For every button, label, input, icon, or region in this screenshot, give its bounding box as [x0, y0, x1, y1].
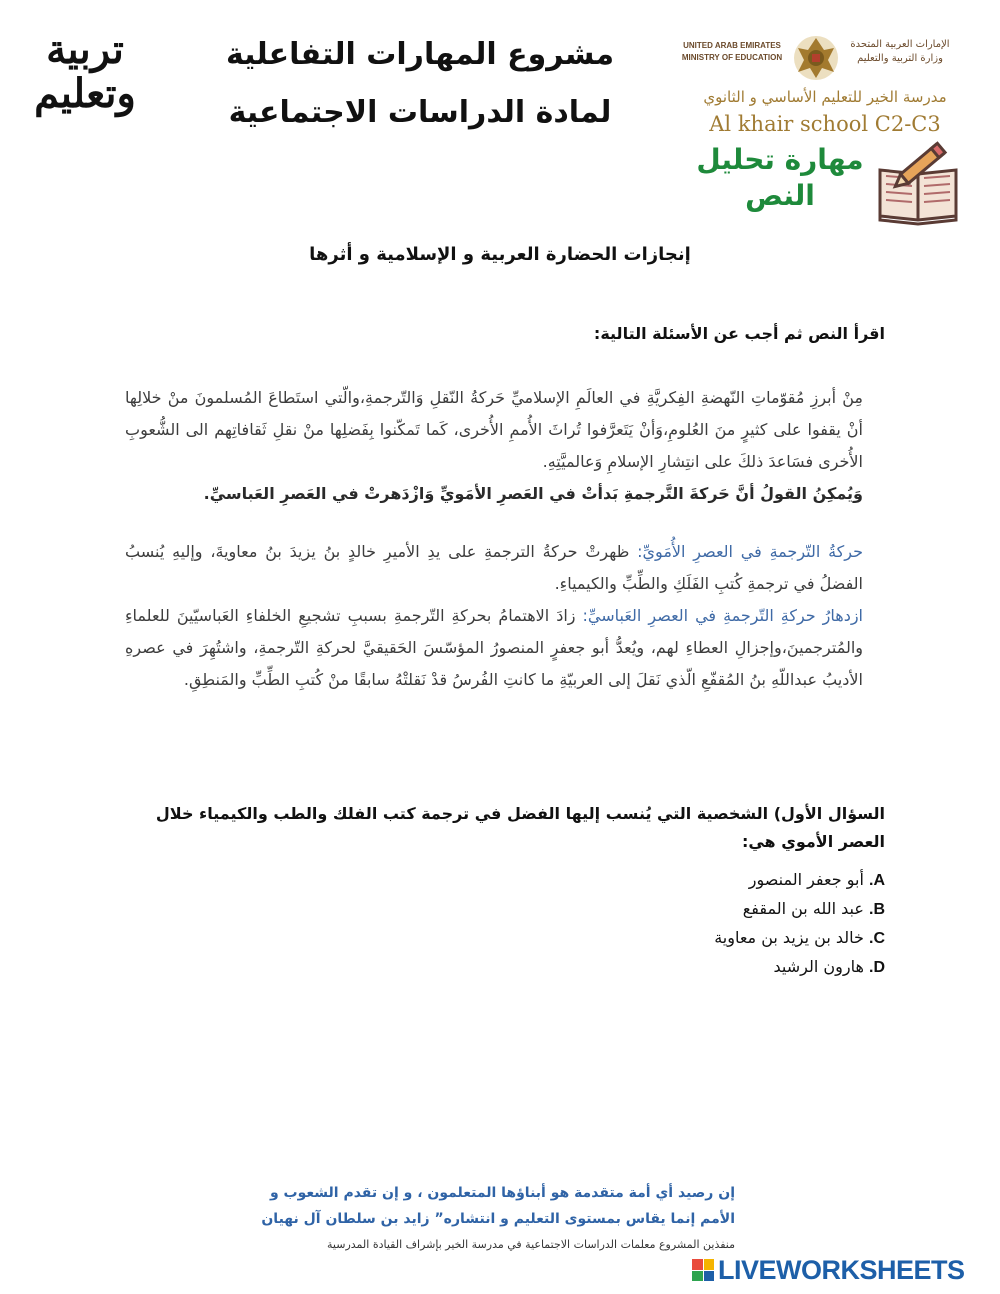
option-b[interactable] [560, 895, 885, 924]
question-1-text: السؤال الأول) الشخصية التي يُنسب إليها الفضل في ترجمة كتب الفلك والطب والكيمياء خلال العصر الأموي هي: [155, 804, 885, 851]
reading-passage [125, 382, 863, 696]
option-label: أبو جعفر المنصور [748, 870, 864, 889]
book-pencil-icon [872, 140, 964, 226]
skill-title-line1: مهارة تحليل [696, 143, 864, 176]
project-title-line2: لمادة الدراسات الاجتماعية [228, 95, 612, 130]
instruction-text: اقرأ النص ثم أجب عن الأسئلة التالية: [593, 324, 885, 343]
option-letter: C. [868, 930, 885, 947]
option-label: هارون الرشيد [773, 957, 864, 976]
school-name-en: Al khair school C2-C3 [709, 112, 941, 136]
liveworksheets-brand: LIVEWORKSHEETS [718, 1254, 965, 1285]
quote-line2: الأمم إنما يقاس بمستوى التعليم و انتشاره” زايد بن سلطان آل نهيان [261, 1211, 735, 1227]
abbasid-heading: ازدهارُ حركةِ التّرجمةِ في العصرِ العَباسيِّ: [582, 606, 863, 625]
liveworksheets-logo [692, 1254, 992, 1286]
project-credits: منفذين المشروع معلمات الدراسات الاجتماعية في مدرسة الخير بإشراف القيادة المدرسية [327, 1238, 735, 1251]
option-letter: D. [868, 959, 885, 976]
passage-paragraph-2: وَيُمكِنُ القولُ أنَّ حَركةَ التَّرجمةِ بَدأتْ في العَصرِ الأمَويِّ وَازْدَهرتْ في العَصرِ العَباسيِّ. [203, 484, 863, 503]
tarbiya-logo: تربية وتعليم [34, 26, 136, 117]
ministry-name-ar: الإمارات العربية المتحدة وزارة التربية والتعليم [850, 39, 950, 64]
lesson-title: إنجازات الحضارة العربية و الإسلامية و أثرها [309, 244, 691, 265]
option-a[interactable] [560, 866, 885, 895]
option-d[interactable] [560, 953, 885, 982]
project-title-line1: مشروع المهارات التفاعلية [225, 37, 615, 72]
ministry-name-en: UNITED ARAB EMIRATES MINISTRY OF EDUCATION [681, 41, 783, 62]
option-label: عبد الله بن المقفع [742, 899, 864, 918]
option-letter: B. [868, 901, 885, 918]
skill-title [680, 142, 880, 214]
option-c[interactable] [560, 924, 885, 953]
option-letter: A. [868, 872, 885, 889]
school-name-ar: مدرسة الخير للتعليم الأساسي و الثانوي [703, 88, 947, 106]
project-title [180, 26, 660, 142]
option-label: خالد بن يزيد بن معاوية [714, 928, 864, 947]
umayyad-heading: حركةُ التّرجمةِ في العصرِ الأُمَويِّ: [637, 542, 864, 561]
skill-title-line2: النص [745, 179, 815, 212]
umayyad-text: ظهرتْ حركةُ الترجمةِ على يدِ الأميرِ خالدٍ بنُ يزيدَ بنُ معاويةَ، وإليهِ يُنسبُ الفضلُ في ترجمةِ كُتبِ الفَلَكِ والطِّبِّ والكيمياءِ. [125, 542, 863, 593]
passage-paragraph-umayyad [125, 536, 863, 600]
uae-emblem-icon [790, 32, 842, 84]
passage-paragraph-1: مِنْ أبرزِ مُقوّماتِ النّهضةِ الفِكريَّةِ في العالَمِ الإسلاميِّ حَركةُ النّقلِ وَالتّرجمةِ،والّتي استَطاعَ المُسلمونَ منْ خلالِها أنْ يقفوا على كثيرٍ منَ العُلومِ،وَأنْ يَتَعرَّفوا تُراثَ الأُممِ الأُخرى، كَما تَمكّنوا بِفَضلِها منْ نقلِ ثَقافاتِهم الى الشُّعوبِ الأُخرى فسَاعدَ ذلكَ على انتِشارِ الإسلامِ وَعالميَّتِهِ. [125, 388, 863, 471]
answer-options [560, 866, 885, 982]
zayed-quote [200, 1180, 735, 1232]
abbasid-text: زادَ الاهتمامُ بحركةِ التّرجمةِ بسببِ تشجيعِ الخلفاءِ العَباسيّينَ للعلماءِ والمُترجمينَ،وإجزالِ العطاءِ لهم، ويُعدُّ أبو جعفرٍ المنصورُ المؤسّسَ الحَقيقيَّ لحركةِ التّرجمةِ، واشتُهِرَ في عصرهِ الأديبُ عبداللّهِ بنُ المُقفّعِ الّذي نَقلَ إلى العربيّةِ ما كانتِ الفُرسُ قدْ نَقلتْهُ سابقًا منْ كُتبِ الطِّبِّ والمَنطِقِ. [125, 606, 863, 689]
liveworksheets-mark-icon [692, 1259, 714, 1281]
quote-line1: إن رصيد أي أمة متقدمة هو أبناؤها المتعلمون ، و إن تقدم الشعوب و [269, 1185, 735, 1201]
passage-paragraph-abbasid [125, 600, 863, 696]
